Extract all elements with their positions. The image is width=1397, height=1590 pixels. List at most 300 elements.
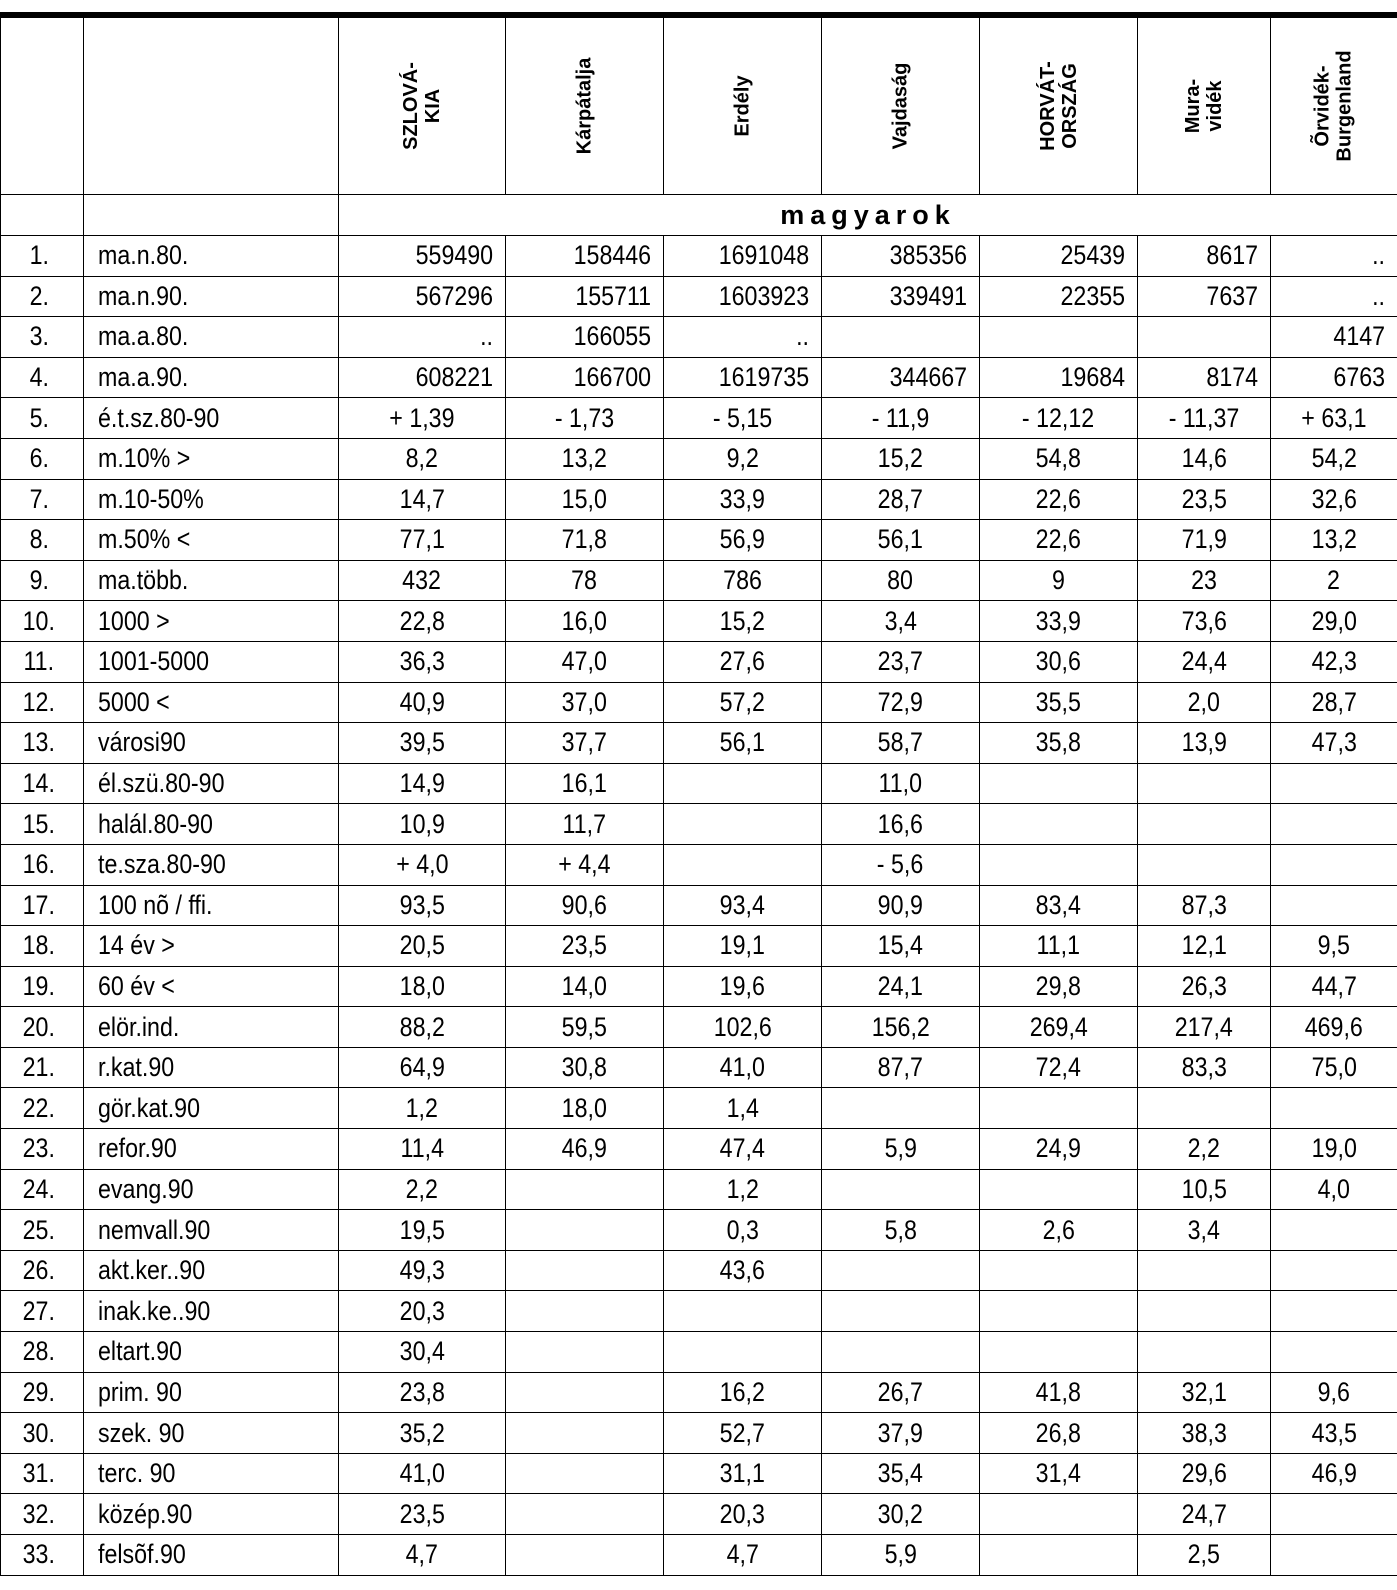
table-cell: 88,2 [339, 1007, 506, 1048]
table-cell: 19,1 [664, 926, 822, 967]
table-cell: 43,5 [1271, 1413, 1397, 1454]
table-row [1, 601, 1397, 642]
table-cell [980, 1088, 1138, 1129]
table-row [1, 885, 1397, 926]
table-cell: 35,2 [339, 1413, 506, 1454]
table-cell: 54,8 [980, 438, 1138, 479]
row-number: 26. [1, 1250, 84, 1291]
table-cell: .. [1271, 276, 1397, 317]
table-cell: 26,7 [822, 1372, 980, 1413]
table-cell: 0,3 [664, 1210, 822, 1251]
row-number: 4. [1, 357, 84, 398]
table-cell: 14,9 [339, 763, 506, 804]
table-row [1, 844, 1397, 885]
table-cell: 8617 [1138, 236, 1271, 277]
header-col-erdely: Erdély [664, 15, 822, 195]
table-cell: 93,5 [339, 885, 506, 926]
table-cell [1138, 317, 1271, 358]
table-cell [980, 763, 1138, 804]
table-row [1, 1372, 1397, 1413]
table-cell: + 63,1 [1271, 398, 1397, 439]
table-cell [506, 1210, 664, 1251]
table-cell: 4,7 [664, 1535, 822, 1576]
table-cell: 23,7 [822, 641, 980, 682]
header-col-vajdasag: Vajdaság [822, 15, 980, 195]
table-cell [980, 1494, 1138, 1535]
table-cell: 2,2 [339, 1169, 506, 1210]
table-cell: 28,7 [1271, 682, 1397, 723]
row-label: m.50% < [84, 520, 339, 561]
table-cell: 87,7 [822, 1047, 980, 1088]
row-number: 16. [1, 844, 84, 885]
row-label: felsõf.90 [84, 1535, 339, 1576]
row-label: 60 év < [84, 966, 339, 1007]
table-row [1, 479, 1397, 520]
table-cell: 20,3 [664, 1494, 822, 1535]
table-cell: 10,5 [1138, 1169, 1271, 1210]
table-row [1, 1494, 1397, 1535]
table-row [1, 398, 1397, 439]
header-col-muravidek: Mura- vidék [1138, 15, 1271, 195]
table-cell: 37,7 [506, 723, 664, 764]
table-cell: 42,3 [1271, 641, 1397, 682]
table-cell: - 12,12 [980, 398, 1138, 439]
table-cell: 14,7 [339, 479, 506, 520]
table-cell: 35,5 [980, 682, 1138, 723]
table-cell: 22,8 [339, 601, 506, 642]
table-cell: 29,0 [1271, 601, 1397, 642]
table-cell: 56,9 [664, 520, 822, 561]
header-col-szlovakia: SZLOVÁ- KIA [339, 15, 506, 195]
table-cell: 156,2 [822, 1007, 980, 1048]
table-cell: - 5,15 [664, 398, 822, 439]
table-cell: 75,0 [1271, 1047, 1397, 1088]
table-cell [822, 1088, 980, 1129]
table-cell: 24,7 [1138, 1494, 1271, 1535]
table-cell: 2,5 [1138, 1535, 1271, 1576]
group-title: magyarok [339, 195, 1397, 236]
row-number: 18. [1, 926, 84, 967]
table-cell: 3,4 [1138, 1210, 1271, 1251]
table-cell [664, 1291, 822, 1332]
row-number: 15. [1, 804, 84, 845]
row-number: 23. [1, 1129, 84, 1170]
table-cell: 24,1 [822, 966, 980, 1007]
table-cell: .. [339, 317, 506, 358]
table-row [1, 1453, 1397, 1494]
table-cell: 49,3 [339, 1250, 506, 1291]
table-cell [506, 1453, 664, 1494]
table-cell: 158446 [506, 236, 664, 277]
table-row [1, 1210, 1397, 1251]
group-blank-label [84, 195, 339, 236]
table-cell: 23,8 [339, 1372, 506, 1413]
table-cell [980, 844, 1138, 885]
table-cell: 8174 [1138, 357, 1271, 398]
table-cell [506, 1413, 664, 1454]
table-row [1, 1129, 1397, 1170]
table-cell [1138, 804, 1271, 845]
table-cell: 9,5 [1271, 926, 1397, 967]
table-cell: 71,8 [506, 520, 664, 561]
table-row [1, 1291, 1397, 1332]
row-label: 1000 > [84, 601, 339, 642]
table-row [1, 1332, 1397, 1373]
table-cell: 47,0 [506, 641, 664, 682]
table-row [1, 1007, 1397, 1048]
row-label: halál.80-90 [84, 804, 339, 845]
row-number: 31. [1, 1453, 84, 1494]
row-label: él.szü.80-90 [84, 763, 339, 804]
table-cell: 36,3 [339, 641, 506, 682]
row-number: 10. [1, 601, 84, 642]
table-cell: 58,7 [822, 723, 980, 764]
table-cell: 37,9 [822, 1413, 980, 1454]
header-blank-number [1, 15, 84, 195]
table-cell [980, 1535, 1138, 1576]
table-cell [506, 1372, 664, 1413]
table-cell: 87,3 [1138, 885, 1271, 926]
table-cell: 1603923 [664, 276, 822, 317]
row-label: akt.ker..90 [84, 1250, 339, 1291]
group-row [1, 195, 1397, 236]
table-cell: 4147 [1271, 317, 1397, 358]
table-cell: 19,6 [664, 966, 822, 1007]
row-label: refor.90 [84, 1129, 339, 1170]
table-cell: 559490 [339, 236, 506, 277]
table-cell: 35,4 [822, 1453, 980, 1494]
table-cell: 33,9 [980, 601, 1138, 642]
table-cell [1138, 1250, 1271, 1291]
table-cell [1271, 1291, 1397, 1332]
table-cell: 13,2 [506, 438, 664, 479]
table-row [1, 236, 1397, 277]
table-cell: 44,7 [1271, 966, 1397, 1007]
table-row [1, 641, 1397, 682]
header-col-karpatalja: Kárpátalja [506, 15, 664, 195]
row-number: 24. [1, 1169, 84, 1210]
table-cell: 344667 [822, 357, 980, 398]
table-row [1, 438, 1397, 479]
table-cell: - 5,6 [822, 844, 980, 885]
table-cell [980, 804, 1138, 845]
row-label: m.10% > [84, 438, 339, 479]
table-cell [1138, 844, 1271, 885]
table-cell: 30,8 [506, 1047, 664, 1088]
table-cell [506, 1250, 664, 1291]
row-label: 100 nõ / ffi. [84, 885, 339, 926]
table-cell: 38,3 [1138, 1413, 1271, 1454]
table-cell: 432 [339, 560, 506, 601]
table-cell: 166700 [506, 357, 664, 398]
row-label: evang.90 [84, 1169, 339, 1210]
row-number: 22. [1, 1088, 84, 1129]
table-cell: 80 [822, 560, 980, 601]
row-label: inak.ke..90 [84, 1291, 339, 1332]
table-cell [1271, 1535, 1397, 1576]
row-number: 28. [1, 1332, 84, 1373]
table-cell: 59,5 [506, 1007, 664, 1048]
table-cell: 11,4 [339, 1129, 506, 1170]
table-cell: 15,4 [822, 926, 980, 967]
row-label: elör.ind. [84, 1007, 339, 1048]
table-cell: 47,4 [664, 1129, 822, 1170]
table-cell: 20,5 [339, 926, 506, 967]
table-cell: 469,6 [1271, 1007, 1397, 1048]
table-row [1, 763, 1397, 804]
table-cell: 11,0 [822, 763, 980, 804]
table-cell: 3,4 [822, 601, 980, 642]
statistics-table [0, 12, 1397, 1576]
row-number: 5. [1, 398, 84, 439]
table-cell: 56,1 [822, 520, 980, 561]
table-cell: 72,4 [980, 1047, 1138, 1088]
table-row [1, 1088, 1397, 1129]
table-cell [1138, 1088, 1271, 1129]
table-cell: 11,7 [506, 804, 664, 845]
row-number: 2. [1, 276, 84, 317]
row-number: 13. [1, 723, 84, 764]
table-cell: 24,9 [980, 1129, 1138, 1170]
table-row [1, 1047, 1397, 1088]
table-cell: 13,2 [1271, 520, 1397, 561]
row-number: 9. [1, 560, 84, 601]
table-cell: 16,0 [506, 601, 664, 642]
table-cell: 57,2 [664, 682, 822, 723]
row-number: 7. [1, 479, 84, 520]
table-cell [980, 1332, 1138, 1373]
table-cell [980, 1169, 1138, 1210]
table-cell: 13,9 [1138, 723, 1271, 764]
table-cell: 72,9 [822, 682, 980, 723]
table-cell: 24,4 [1138, 641, 1271, 682]
table-cell [1271, 1088, 1397, 1129]
table-cell: 23,5 [339, 1494, 506, 1535]
table-cell [822, 1169, 980, 1210]
table-cell: 29,6 [1138, 1453, 1271, 1494]
table-cell [1271, 763, 1397, 804]
table-cell: 27,6 [664, 641, 822, 682]
table-cell: 1,2 [339, 1088, 506, 1129]
table-cell [506, 1291, 664, 1332]
table-cell: 23 [1138, 560, 1271, 601]
row-label: r.kat.90 [84, 1047, 339, 1088]
table-cell: 1,4 [664, 1088, 822, 1129]
table-cell: - 11,9 [822, 398, 980, 439]
row-number: 3. [1, 317, 84, 358]
table-cell: 31,1 [664, 1453, 822, 1494]
table-cell: 4,0 [1271, 1169, 1397, 1210]
row-label: ma.n.90. [84, 276, 339, 317]
table-cell [822, 1250, 980, 1291]
row-label: közép.90 [84, 1494, 339, 1535]
table-row [1, 682, 1397, 723]
table-cell: 2 [1271, 560, 1397, 601]
row-number: 19. [1, 966, 84, 1007]
table-cell: - 1,73 [506, 398, 664, 439]
table-cell: 19,0 [1271, 1129, 1397, 1170]
row-label: 1001-5000 [84, 641, 339, 682]
table-cell: 15,2 [664, 601, 822, 642]
table-cell: 71,9 [1138, 520, 1271, 561]
table-cell: 23,5 [1138, 479, 1271, 520]
table-cell: 22,6 [980, 520, 1138, 561]
table-cell: 56,1 [664, 723, 822, 764]
table-cell: 32,1 [1138, 1372, 1271, 1413]
table-row [1, 1169, 1397, 1210]
table-cell: 73,6 [1138, 601, 1271, 642]
row-number: 27. [1, 1291, 84, 1332]
row-number: 11. [1, 641, 84, 682]
row-number: 14. [1, 763, 84, 804]
table-cell [1138, 763, 1271, 804]
table-cell: 78 [506, 560, 664, 601]
table-cell: 1691048 [664, 236, 822, 277]
table-row [1, 520, 1397, 561]
table-cell: 40,9 [339, 682, 506, 723]
table-cell: 23,5 [506, 926, 664, 967]
row-number: 33. [1, 1535, 84, 1576]
row-number: 29. [1, 1372, 84, 1413]
table-cell [506, 1535, 664, 1576]
table-cell [664, 763, 822, 804]
table-cell [822, 317, 980, 358]
table-cell [822, 1332, 980, 1373]
row-label: 5000 < [84, 682, 339, 723]
row-number: 30. [1, 1413, 84, 1454]
table-cell: 166055 [506, 317, 664, 358]
table-cell: 90,6 [506, 885, 664, 926]
table-cell: 25439 [980, 236, 1138, 277]
table-cell: 28,7 [822, 479, 980, 520]
table-cell: 14,0 [506, 966, 664, 1007]
table-cell: 608221 [339, 357, 506, 398]
table-cell: 1619735 [664, 357, 822, 398]
table-cell [822, 1291, 980, 1332]
table-cell: 19,5 [339, 1210, 506, 1251]
row-label: te.sza.80-90 [84, 844, 339, 885]
table-cell [1271, 1494, 1397, 1535]
table-cell: 14,6 [1138, 438, 1271, 479]
table-cell: 83,4 [980, 885, 1138, 926]
table-cell [980, 1291, 1138, 1332]
row-number: 20. [1, 1007, 84, 1048]
table-cell: 30,2 [822, 1494, 980, 1535]
table-cell [1138, 1332, 1271, 1373]
table-row [1, 276, 1397, 317]
table-cell: 16,6 [822, 804, 980, 845]
table-cell: 155711 [506, 276, 664, 317]
table-cell: 32,6 [1271, 479, 1397, 520]
table-cell: 18,0 [339, 966, 506, 1007]
table-cell: 567296 [339, 276, 506, 317]
row-label: prim. 90 [84, 1372, 339, 1413]
table-cell: 12,1 [1138, 926, 1271, 967]
table-cell: 5,9 [822, 1535, 980, 1576]
table-cell [1271, 885, 1397, 926]
table-cell [1271, 1210, 1397, 1251]
table-cell: 93,4 [664, 885, 822, 926]
row-number: 6. [1, 438, 84, 479]
table-row [1, 926, 1397, 967]
table-cell: 2,6 [980, 1210, 1138, 1251]
table-cell [506, 1169, 664, 1210]
row-number: 8. [1, 520, 84, 561]
header-row [1, 15, 1397, 195]
table-row [1, 1535, 1397, 1576]
table-row [1, 966, 1397, 1007]
row-number: 17. [1, 885, 84, 926]
table-cell: 16,1 [506, 763, 664, 804]
table-cell: 46,9 [1271, 1453, 1397, 1494]
table-cell: 5,9 [822, 1129, 980, 1170]
table-cell: 64,9 [339, 1047, 506, 1088]
table-cell: 77,1 [339, 520, 506, 561]
row-label: ma.n.80. [84, 236, 339, 277]
table-row [1, 1250, 1397, 1291]
table-cell: 5,8 [822, 1210, 980, 1251]
row-label: eltart.90 [84, 1332, 339, 1373]
table-cell: 6763 [1271, 357, 1397, 398]
table-cell: 10,9 [339, 804, 506, 845]
table-cell: 41,0 [339, 1453, 506, 1494]
table-row [1, 723, 1397, 764]
table-cell [1271, 1332, 1397, 1373]
row-number: 21. [1, 1047, 84, 1088]
row-number: 25. [1, 1210, 84, 1251]
table-cell [664, 804, 822, 845]
table-cell: 7637 [1138, 276, 1271, 317]
table-cell [506, 1332, 664, 1373]
row-label: szek. 90 [84, 1413, 339, 1454]
table-cell: 4,7 [339, 1535, 506, 1576]
row-label: gör.kat.90 [84, 1088, 339, 1129]
table-cell: 39,5 [339, 723, 506, 764]
table-cell: 26,3 [1138, 966, 1271, 1007]
table-cell: + 4,4 [506, 844, 664, 885]
table-cell: 9 [980, 560, 1138, 601]
table-cell: - 11,37 [1138, 398, 1271, 439]
table-cell: 102,6 [664, 1007, 822, 1048]
table-row [1, 560, 1397, 601]
row-label: városi90 [84, 723, 339, 764]
table-cell: 217,4 [1138, 1007, 1271, 1048]
table-cell: 339491 [822, 276, 980, 317]
table-cell: 26,8 [980, 1413, 1138, 1454]
table-cell: + 4,0 [339, 844, 506, 885]
table-cell [1271, 804, 1397, 845]
table-cell: 8,2 [339, 438, 506, 479]
row-number: 1. [1, 236, 84, 277]
table-cell: 385356 [822, 236, 980, 277]
table-cell: 20,3 [339, 1291, 506, 1332]
row-label: nemvall.90 [84, 1210, 339, 1251]
header-col-horvatorszag: HORVÁT- ORSZÁG [980, 15, 1138, 195]
table-cell: 9,6 [1271, 1372, 1397, 1413]
table-cell [506, 1494, 664, 1535]
row-label: 14 év > [84, 926, 339, 967]
table-cell: 37,0 [506, 682, 664, 723]
table-cell [1271, 1250, 1397, 1291]
table-cell: 41,8 [980, 1372, 1138, 1413]
row-label: ma.több. [84, 560, 339, 601]
table-cell: 29,8 [980, 966, 1138, 1007]
table-cell: 22355 [980, 276, 1138, 317]
table-cell [980, 1250, 1138, 1291]
table-cell: 19684 [980, 357, 1138, 398]
header-col-orvidek-burgenland: Õrvidék- Burgenland [1271, 15, 1397, 195]
table-cell: 52,7 [664, 1413, 822, 1454]
